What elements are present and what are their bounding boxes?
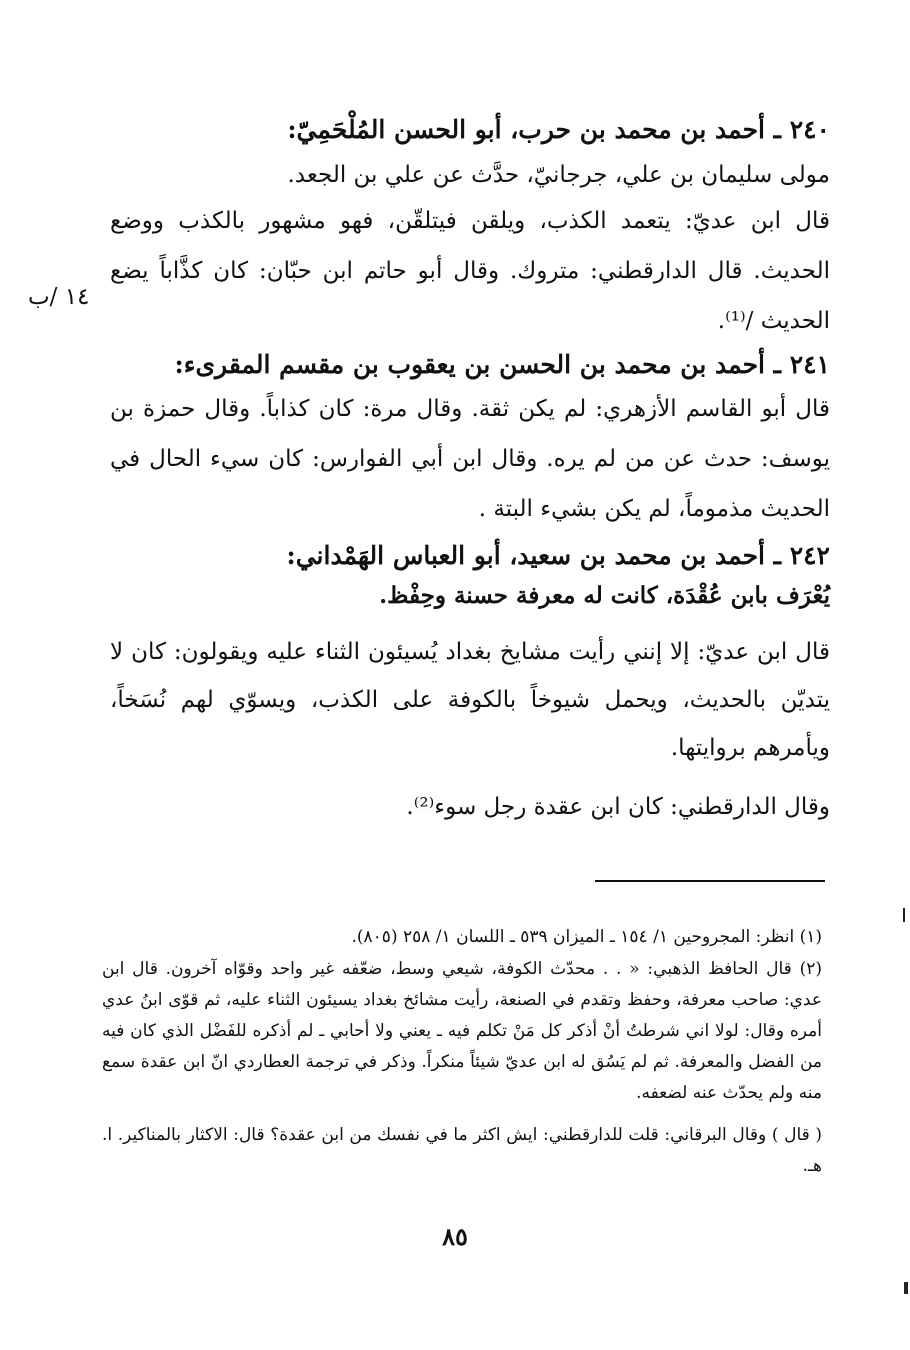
footnote-2-continuation: ( قال ) وقال البرقاني: قلت للدارقطني: ايش اكثر ما في نفسك من ابن عقدة؟ قال: الاكثار بالمناكير. ا. هـ. [102,1125,822,1176]
scan-mark [903,908,905,922]
entry-heading-241: ٢٤١ ـ أحمد بن محمد بن الحسن بن يعقوب بن مقسم المقرىء: [174,350,830,379]
entry-242-paragraph: قال ابن عديّ: إلا إنني رأيت مشايخ بغداد يُسيئون الثناء عليه ويقولون: كان لا يتديّن بالحديث، ويحمل شيوخاً بالكوفة على الكذب، ويسوّي لهم نُسَخاً، ويأمرهم بروايتها. [110,639,830,761]
footnote-2: (٢) قال الحافظ الذهبي: « . . محدّث الكوفة، شيعي وسط، ضعّفه غير واحد وقوّاه آخرون. قال ابن عدي: صاحب معرفة، وحفظ وتقدم في الصنعة، رأيت مشائخ بغداد يسيئون الثناء عليه، ثم قوّى ابنُ عدي أمره وقال: لولا اني شرطتُ أنْ أذكر كل مَنْ تكلم فيه ـ يعني ولا أحابي ـ لم أذكره للفَضْل الذي كان فيه من الفضل والمعرفة. ثم لم يَسُق له ابن عديّ شيئاً منكراً. وذكر في ترجمة العطاردي انّ ابن عقدة سمع منه ولم يحدّث عنه لضعفه. [102,959,822,1103]
footnote-1: (١) انظر: المجروحين ١/ ١٥٤ ـ الميزان ٥٣٩ ـ اللسان ١/ ٢٥٨ (٨٠٥). [351,927,822,947]
entry-240-paragraph: قال ابن عديّ: يتعمد الكذب، ويلقن فيتلقّن، فهو مشهور بالكذب ووضع الحديث. قال الدارقطني: متروك. وقال أبو حاتم ابن حبّان: كان كذَّاباً يضع الحديث /⁽¹⁾. [110,208,830,334]
entry-242-intro-line: يُعْرَف بابن عُقْدَة، كانت له معرفة حسنة وحِفْظ. [379,582,830,609]
footnote-separator [595,880,825,882]
entry-241-paragraph: قال أبو القاسم الأزهري: لم يكن ثقة. وقال مرة: كان كذاباً. وقال حمزة بن يوسف: حدث عن من لم يره. وقال ابن أبي الفوارس: كان سيء الحال في الحديث مذموماً، لم يكن بشيء البتة . [110,396,830,522]
entry-heading-240: ٢٤٠ ـ أحمد بن محمد بن حرب، أبو الحسن المُلْحَمِيّ: [287,115,830,144]
entry-heading-242: ٢٤٢ ـ أحمد بن محمد بن سعيد، أبو العباس الهَمْداني: [286,541,830,570]
page-number: ٨٥ [442,1222,468,1251]
folio-margin-note: ١٤ /ب [28,284,90,310]
entry-240-intro-line: مولى سليمان بن علي، جرجانيّ، حدَّث عن علي بن الجعد. [287,162,830,188]
entry-242-last-line: وقال الدارقطني: كان ابن عقدة رجل سوء⁽²⁾. [406,794,830,820]
scan-mark [904,1282,908,1294]
